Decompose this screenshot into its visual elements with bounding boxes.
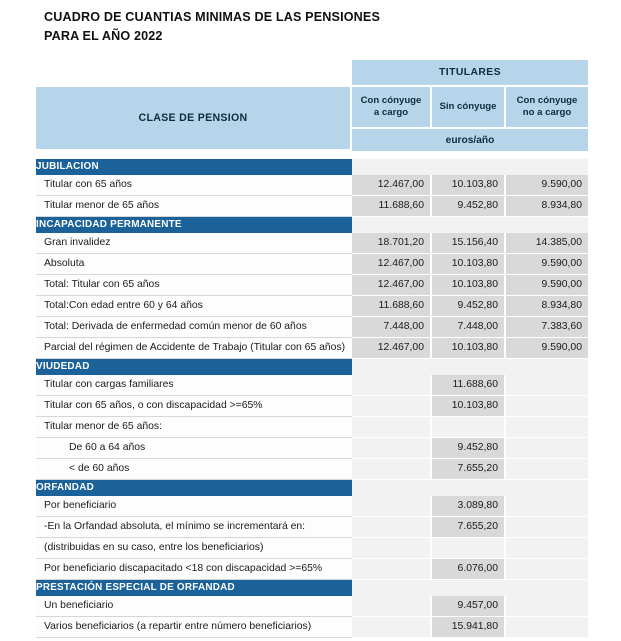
table-row: [36, 338, 588, 359]
section-header-filler-cell: [352, 217, 432, 233]
row-label: Varios beneficiarios (a repartir entre número beneficiarios): [36, 617, 352, 638]
header-columns-row: [36, 87, 588, 129]
header-spacer-cell: [506, 151, 588, 159]
section-header-filler-cell: [432, 159, 506, 175]
section-header-filler-cell: [432, 480, 506, 496]
amount-cell: [506, 396, 588, 417]
page-title-line-2: PARA EL AÑO 2022: [44, 29, 163, 43]
amount-cell: 7.655,20: [432, 517, 506, 538]
section-header-row: [36, 159, 588, 175]
amount-cell: 6.076,00: [432, 559, 506, 580]
amount-cell: 3.089,80: [432, 496, 506, 517]
header-group-row: [36, 60, 588, 87]
section-header-filler-cell: [432, 580, 506, 596]
row-label: Parcial del régimen de Accidente de Trabajo (Titular con 65 años): [36, 338, 352, 359]
table-row: [36, 496, 588, 517]
table-row: [36, 617, 588, 638]
amount-cell: [506, 596, 588, 617]
section-header-row: [36, 480, 588, 496]
section-header-filler-cell: [506, 580, 588, 596]
amount-cell: [352, 559, 432, 580]
amount-cell: 9.590,00: [506, 254, 588, 275]
amount-cell: 11.688,60: [352, 296, 432, 317]
header-col-2-line-1: Sin cónyuge: [439, 100, 497, 112]
row-label: Titular con cargas familiares: [36, 375, 352, 396]
amount-cell: 9.452,80: [432, 438, 506, 459]
table-row: [36, 596, 588, 617]
table-row: [36, 396, 588, 417]
amount-cell: 8.934,80: [506, 196, 588, 217]
section-header-filler-cell: [506, 159, 588, 175]
amount-cell: [352, 496, 432, 517]
amount-cell: 15.156,40: [432, 233, 506, 254]
row-label: Por beneficiario discapacitado <18 con discapacidad >=65%: [36, 559, 352, 580]
amount-cell: 9.590,00: [506, 338, 588, 359]
amount-cell: [506, 617, 588, 638]
table-row: [36, 196, 588, 217]
amount-cell: 7.383,60: [506, 317, 588, 338]
row-label: Total:Con edad entre 60 y 64 años: [36, 296, 352, 317]
table-header: [36, 60, 588, 159]
table-row: [36, 559, 588, 580]
section-header-filler-cell: [432, 217, 506, 233]
table-row: [36, 538, 588, 559]
amount-cell: [506, 375, 588, 396]
row-label: Absoluta: [36, 254, 352, 275]
header-spacer-cell: [36, 151, 352, 159]
section-title: PRESTACIÓN ESPECIAL DE ORFANDAD: [36, 580, 352, 596]
section-header-filler-cell: [506, 217, 588, 233]
row-label: Por beneficiario: [36, 496, 352, 517]
amount-cell: 10.103,80: [432, 275, 506, 296]
amount-cell: 9.590,00: [506, 175, 588, 196]
amount-cell: 18.701,20: [352, 233, 432, 254]
row-label: -En la Orfandad absoluta, el mínimo se incrementará en:: [36, 517, 352, 538]
amount-cell: [506, 417, 588, 438]
header-col-3-line-2: no a cargo: [522, 107, 572, 118]
table-row: [36, 254, 588, 275]
section-header-row: [36, 359, 588, 375]
amount-cell: 8.934,80: [506, 296, 588, 317]
section-header-filler-cell: [432, 359, 506, 375]
amount-cell: 10.103,80: [432, 175, 506, 196]
row-label: Un beneficiario: [36, 596, 352, 617]
amount-cell: 9.590,00: [506, 275, 588, 296]
amount-cell: [352, 375, 432, 396]
amount-cell: 9.452,80: [432, 196, 506, 217]
amount-cell: [506, 559, 588, 580]
row-label: < de 60 años: [36, 459, 352, 480]
section-header-filler-cell: [506, 480, 588, 496]
header-spacer-row: [36, 151, 588, 159]
amount-cell: 12.467,00: [352, 275, 432, 296]
header-spacer-cell: [432, 151, 506, 159]
section-header-filler-cell: [506, 359, 588, 375]
amount-cell: [506, 459, 588, 480]
amount-cell: 7.448,00: [352, 317, 432, 338]
table-row: [36, 275, 588, 296]
header-col-sin-conyuge: [432, 87, 506, 129]
section-title: ORFANDAD: [36, 480, 352, 496]
amount-cell: 9.452,80: [432, 296, 506, 317]
table-row: [36, 175, 588, 196]
amount-cell: 7.448,00: [432, 317, 506, 338]
table-row: [36, 517, 588, 538]
amount-cell: 12.467,00: [352, 254, 432, 275]
amount-cell: [352, 459, 432, 480]
amount-cell: [352, 417, 432, 438]
amount-cell: [506, 517, 588, 538]
section-title: JUBILACION: [36, 159, 352, 175]
row-label: (distribuidas en su caso, entre los beneficiarios): [36, 538, 352, 559]
header-col-3-line-1: Con cónyuge: [516, 94, 578, 106]
header-col-1-line-1: Con cónyuge: [360, 94, 422, 106]
header-clase-de-pension: CLASE DE PENSION: [36, 87, 352, 151]
header-col-con-conyuge-a-cargo: [352, 87, 432, 129]
header-spacer-cell: [352, 151, 432, 159]
header-corner-blank: [36, 60, 352, 87]
row-label: Gran invalidez: [36, 233, 352, 254]
amount-cell: 12.467,00: [352, 175, 432, 196]
amount-cell: [352, 617, 432, 638]
row-label: Titular menor de 65 años:: [36, 417, 352, 438]
amount-cell: [352, 438, 432, 459]
row-label: De 60 a 64 años: [36, 438, 352, 459]
section-header-row: [36, 580, 588, 596]
table-row: [36, 296, 588, 317]
amount-cell: [352, 517, 432, 538]
section-header-filler-cell: [352, 480, 432, 496]
amount-cell: 15.941,80: [432, 617, 506, 638]
section-header-filler-cell: [352, 359, 432, 375]
amount-cell: 14.385,00: [506, 233, 588, 254]
amount-cell: [432, 538, 506, 559]
table-row: [36, 375, 588, 396]
row-label: Titular con 65 años: [36, 175, 352, 196]
amount-cell: 12.467,00: [352, 338, 432, 359]
amount-cell: 10.103,80: [432, 338, 506, 359]
row-label: Total: Derivada de enfermedad común menor de 60 años: [36, 317, 352, 338]
page-title-line-1: CUADRO DE CUANTIAS MINIMAS DE LAS PENSIONES: [44, 10, 381, 24]
header-group-titulares: TITULARES: [352, 60, 588, 87]
table-row: [36, 233, 588, 254]
amount-cell: 9.457,00: [432, 596, 506, 617]
amount-cell: 11.688,60: [432, 375, 506, 396]
amount-cell: [352, 396, 432, 417]
header-col-con-conyuge-no-a-cargo: [506, 87, 588, 129]
amount-cell: 10.103,80: [432, 396, 506, 417]
pension-amounts-table: [36, 60, 588, 641]
section-title: INCAPACIDAD PERMANENTE: [36, 217, 352, 233]
amount-cell: [352, 538, 432, 559]
page-title: [44, 8, 564, 46]
row-label: Total: Titular con 65 años: [36, 275, 352, 296]
table-row: [36, 417, 588, 438]
amount-cell: 11.688,60: [352, 196, 432, 217]
table-row: [36, 317, 588, 338]
table-body: [36, 159, 588, 638]
section-header-filler-cell: [352, 580, 432, 596]
row-label: Titular con 65 años, o con discapacidad >=65%: [36, 396, 352, 417]
amount-cell: [506, 438, 588, 459]
section-header-row: [36, 217, 588, 233]
table-row: [36, 438, 588, 459]
amount-cell: [506, 538, 588, 559]
header-units-euros-anyo: euros/año: [352, 129, 588, 151]
row-label: Titular menor de 65 años: [36, 196, 352, 217]
header-col-1-line-2: a cargo: [373, 107, 409, 118]
table-row: [36, 459, 588, 480]
amount-cell: 10.103,80: [432, 254, 506, 275]
amount-cell: 7.655,20: [432, 459, 506, 480]
section-header-filler-cell: [352, 159, 432, 175]
section-title: VIUDEDAD: [36, 359, 352, 375]
amount-cell: [352, 596, 432, 617]
amount-cell: [506, 496, 588, 517]
amount-cell: [432, 417, 506, 438]
